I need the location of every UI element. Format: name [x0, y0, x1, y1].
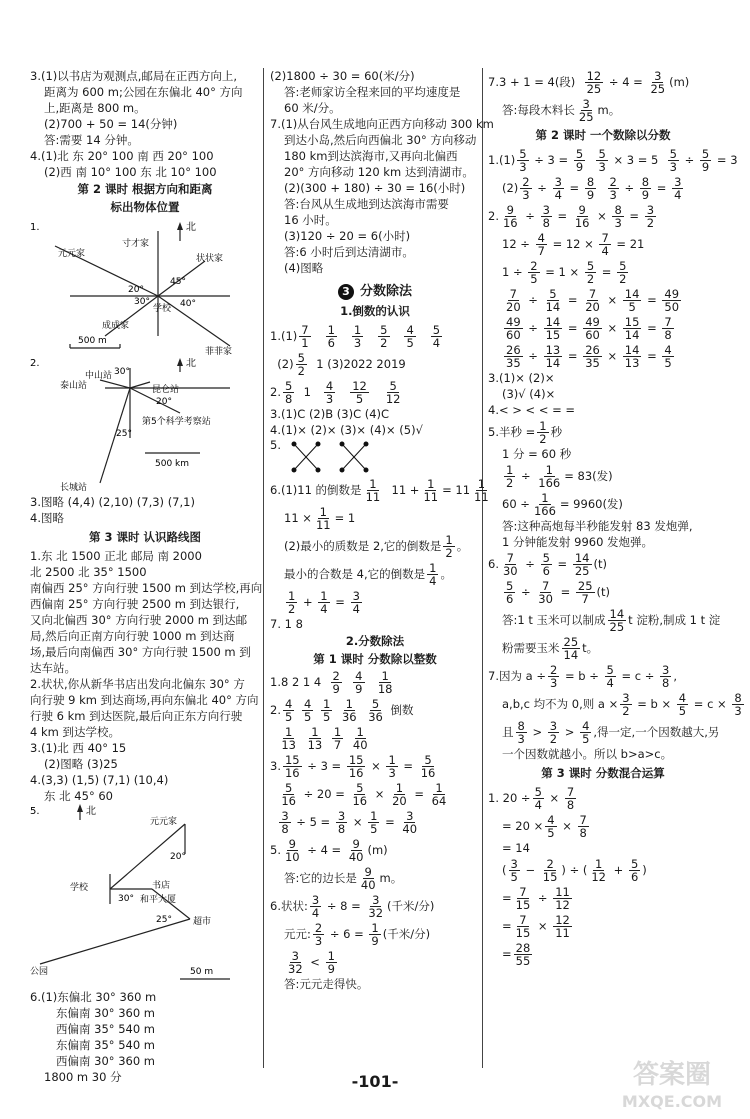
lesson-title: 标出物体位置 [110, 200, 180, 214]
changcheng-station-label: 长城站 [60, 483, 88, 493]
text-segment: = 20 × [502, 819, 544, 833]
text-segment: (2)最小的质数是 2,它的倒数是 [284, 539, 442, 553]
row-number: 2. [488, 209, 499, 223]
text-segment: 7.3 + 1 = 4(段) [488, 75, 576, 89]
watermark-url: MXQE.COM [621, 1092, 723, 1111]
text-line: (2)(300 + 180) ÷ 30 = 16(小时) [284, 181, 466, 195]
text-segment: 60 ÷ [502, 497, 530, 511]
math-row: 1. 20 ÷ $\frac{5}{4}$ × $\frac{7}{8}$ [488, 785, 575, 812]
text-line: (2)西 南 10° 100 东 北 10° 100 [44, 165, 217, 179]
angle-label: 20° [156, 397, 172, 407]
text-line: 1 分 = 60 秒 [502, 447, 572, 461]
math-row: $\frac{3}{8}$ ÷ 5 = $\frac{3}{8}$ × $\frac{1}{5}$ = $\frac{3}{40}$ [281, 809, 418, 836]
text-segment: 且 [502, 725, 514, 739]
text-segment: (千米/分) [387, 899, 435, 913]
text-line: 场,最后向南偏西 30° 方向行驶 1500 m 到 [30, 645, 251, 659]
chengcheng-home-label: 成成家 [102, 321, 130, 331]
math-row: (2) $\frac{2}{3}$ ÷ $\frac{3}{4}$ = $\frac{8}{9}$ $\frac{2}{3}$ ÷ $\frac{8}{9}$ = $\frac{3}{4}$ [502, 175, 682, 202]
text-line: 答:需要 14 分钟。 [44, 133, 139, 147]
school-label: 学校 [153, 304, 172, 314]
math-row: 5. $\frac{9}{10}$ ÷ 4 = $\frac{9}{40}$ (m) [270, 837, 388, 864]
text-line: 4 km 到达学校。 [30, 725, 120, 739]
text-line: 20° 方向移动 120 km 达到清湖市。 [284, 165, 474, 179]
text-segment: = 1 [334, 511, 356, 525]
text-line: 3.图略 (4,4) (2,10) (7,3) (7,1) [30, 495, 195, 509]
math-row: (2)最小的质数是 2,它的倒数是 $\frac{1}{2}$ 。 [284, 533, 469, 560]
text-line: (4)图略 [284, 261, 324, 275]
text-segment: = [502, 947, 512, 961]
math-row: 11 × $\frac{1}{11}$ = 1 [284, 505, 356, 532]
math-row: $\frac{26}{35}$ ÷ $\frac{13}{14}$ = $\frac{26}{35}$ × $\frac{14}{13}$ = $\frac{4}{5}$ [506, 343, 672, 370]
math-row: 最小的合数是 4,它的倒数是 $\frac{1}{4}$ 。 [284, 561, 452, 588]
math-row: $\frac{3}{32}$ < $\frac{1}{9}$ [288, 949, 335, 976]
diagram-5-svg [30, 804, 260, 989]
diagram-number: 1. [30, 222, 40, 233]
section-title: 1.倒数的认识 [340, 304, 410, 318]
zhongshan-station-label: 中山站 [85, 371, 113, 381]
math-row: 7.因为 a ÷ $\frac{2}{3}$ = b ÷ $\frac{5}{4}$ = c ÷ $\frac{3}{8}$ , [488, 663, 678, 690]
text-segment: = [502, 919, 512, 933]
taishan-station-label: 泰山站 [60, 381, 88, 391]
text-segment: (t) [593, 557, 607, 571]
matching-lines-svg [286, 438, 406, 476]
text-line: 1.东 北 1500 正北 邮局 南 2000 [30, 549, 202, 563]
text-segment: = 83(发) [564, 469, 613, 483]
zhuangzhuang-home-label: 状状家 [196, 254, 224, 264]
column-1 [30, 68, 263, 1085]
angle-label: 30° [114, 367, 130, 377]
math-row: $\frac{1}{2}$ ÷ $\frac{1}{166}$ = 83(发) [506, 463, 613, 490]
diagram-2-svg [30, 358, 260, 494]
text-line: 4.(3,3) (1,5) (7,1) (10,4) [30, 773, 169, 787]
math-row: $\frac{5}{16}$ ÷ 20 = $\frac{5}{16}$ × $\frac{1}{20}$ = $\frac{1}{64}$ [281, 781, 447, 808]
lesson-title: 第 2 课时 根据方向和距离 [77, 182, 213, 196]
text-line: 16 小时。 [284, 213, 337, 227]
angle-label: 25° [116, 429, 132, 439]
math-row: 5.半秒 = $\frac{1}{2}$ 秒 [488, 419, 563, 446]
angle-label: 30° [118, 894, 134, 904]
math-row: 7.3 + 1 = 4(段) $\frac{12}{25}$ ÷ 4 = $\frac{3}{25}$ (m) [488, 69, 690, 96]
text-line: 2.状状,你从新华书店出发向北偏东 30° 方 [30, 677, 245, 691]
text-segment: t 淀粉,制成 1 t 淀 [628, 613, 721, 627]
math-row: 且 $\frac{8}{3}$ > $\frac{3}{2}$ > $\frac{4}{5}$ ,得一定,一个因数越大,另 [502, 719, 720, 746]
kunlun-station-label: 昆仑站 [152, 385, 180, 395]
text-segment: 倒数 [390, 703, 414, 717]
watermark-text: 答案圈 [632, 1060, 712, 1090]
yuanyuan-home-label: 元元家 [58, 249, 86, 259]
math-row: = 20 × $\frac{4}{5}$ × $\frac{7}{8}$ [502, 813, 587, 840]
math-row: a,b,c 均不为 0,则 a × $\frac{3}{2}$ = b × $\frac{4}{5}$ = c × $\frac{8}{3}$ [502, 691, 742, 718]
lesson-title: 第 2 课时 一个数除以分数 [535, 128, 671, 142]
text-segment: 5.半秒 = [488, 425, 536, 439]
scale-label: 50 m [190, 967, 214, 977]
text-line: 达车站。 [30, 661, 76, 675]
direction-diagram-2 [30, 358, 260, 494]
math-row: (2) $\frac{5}{2}$ 1 (3)2022 2019 [270, 351, 406, 378]
text-segment: 6.(1)11 的倒数是 [270, 483, 362, 497]
scale-label: 500 km [155, 459, 190, 469]
row-number: 5. [270, 438, 281, 452]
math-row: 12 ÷ $\frac{4}{7}$ = 12 × $\frac{7}{4}$ = 21 [502, 231, 645, 258]
diagram-1-svg [30, 216, 260, 358]
north-label: 北 [86, 806, 96, 817]
text-line: 一个因数就越小。所以 b>a>c。 [502, 747, 673, 761]
text-line: 东 北 45° 60 [44, 789, 113, 803]
column-divider [263, 68, 264, 1068]
math-row: 2. $\frac{9}{16}$ ÷ $\frac{3}{8}$ = $\frac{9}{16}$ × $\frac{8}{3}$ = $\frac{3}{2}$ [488, 203, 655, 230]
text-line: 180 km到达滨海市,又再向北偏西 [284, 149, 458, 163]
text-segment: 1.8 2 1 4 [270, 675, 322, 689]
math-row: 60 ÷ $\frac{1}{166}$ = 9960(发) [502, 491, 623, 518]
math-row: 粉需要玉米 $\frac{25}{14}$ t。 [502, 635, 599, 662]
math-row: 2. $\frac{4}{5}$ $\frac{4}{5}$ $\frac{1}{5}$ $\frac{1}{36}$ $\frac{5}{36}$ 倒数 [270, 697, 414, 724]
route-diagram-5 [30, 804, 260, 989]
text-line: 1800 m 30 分 [44, 1070, 122, 1084]
text-line: 答:这种高炮每半秒能发射 83 发炮弹, [502, 519, 693, 533]
direction-diagram-1 [30, 216, 260, 358]
text-segment: 6.状状: [270, 899, 308, 913]
north-label: 北 [186, 358, 196, 369]
page-number: -101- [351, 1072, 399, 1091]
diagram-number: 2. [30, 358, 40, 369]
text-segment: 答:每段木料长 [502, 103, 575, 117]
text-line: (2)700 + 50 = 14(分钟) [44, 117, 178, 131]
diagram-number: 5. [30, 806, 40, 817]
text-segment: 最小的合数是 4,它的倒数是 [284, 567, 426, 581]
supermarket-label: 超市 [193, 917, 212, 927]
angle-label: 20° [170, 852, 186, 862]
north-label: 北 [186, 222, 196, 233]
bookstore-label: 书店 [152, 881, 171, 891]
angle-label: 20° [128, 285, 144, 295]
text-line: 行驶 6 km 到达医院,最后向正东方向行驶 [30, 709, 243, 723]
column-divider [482, 68, 483, 1068]
math-row: $\frac{49}{60}$ ÷ $\frac{14}{15}$ = $\frac{49}{60}$ × $\frac{15}{14}$ = $\frac{7}{8}$ [506, 315, 672, 342]
text-segment: (千米/分) [382, 927, 431, 941]
text-segment: 1. 20 ÷ [488, 791, 531, 805]
text-line: (3)120 ÷ 20 = 6(小时) [284, 229, 411, 243]
text-line: 答:6 小时后到达清湖市。 [284, 245, 414, 259]
text-segment: 11 + [391, 483, 420, 497]
text-line: 西偏南 30° 360 m [56, 1054, 156, 1068]
lesson-title: 第 3 课时 认识路线图 [88, 530, 201, 544]
text-segment: (m) [669, 75, 690, 89]
text-line: 西偏南 35° 540 m [56, 1022, 156, 1036]
angle-label: 30° [134, 297, 150, 307]
text-line: 答:老师家访全程来回的平均速度是 [284, 85, 461, 99]
text-segment: 答:1 t 玉米可以制成 [502, 613, 606, 627]
text-segment: = 9960(发) [559, 497, 623, 511]
text-line: 又向北偏西 30° 方向行驶 2000 m 到达邮 [30, 613, 248, 627]
text-line: 7.(1)从台风生成地向正西方向移动 300 km [270, 117, 494, 131]
text-segment: = 11 [442, 483, 471, 497]
park-label: 公园 [30, 967, 49, 977]
text-segment: ,得一定,一个因数越大,另 [593, 725, 720, 739]
text-line: 南偏西 25° 方向行驶 1500 m 到达学校,再向 [30, 581, 263, 595]
text-line: 东偏南 35° 540 m [56, 1038, 156, 1052]
text-line: 局,然后向正南方向行驶 1000 m 到达商 [30, 629, 235, 643]
math-row: ( $\frac{3}{5}$ − $\frac{2}{15}$ ) ÷ ( $\frac{1}{12}$ + $\frac{5}{6}$ ) [502, 857, 647, 884]
math-row: 6.(1)11 的倒数是 $\frac{1}{11}$ 11 + $\frac{1}{11}$ = 11 $\frac{1}{11}$ [270, 477, 489, 504]
row-number: 6. [488, 557, 499, 571]
text-line: 答:元元走得快。 [284, 977, 369, 991]
math-row: = $\frac{7}{15}$ ÷ $\frac{11}{12}$ [502, 885, 570, 912]
row-number: 2. [270, 385, 281, 399]
text-line: 3.(1)以书店为观测点,邮局在正西方向上, [30, 69, 238, 83]
math-row: $\frac{1}{2}$ + $\frac{1}{4}$ = $\frac{3}{4}$ [288, 589, 360, 616]
math-row: $\frac{7}{20}$ ÷ $\frac{5}{14}$ = $\frac{7}{20}$ × $\frac{14}{5}$ = $\frac{49}{50}$ [506, 287, 680, 314]
text-segment: 11 × [284, 511, 312, 525]
math-row: 答:1 t 玉米可以制成 $\frac{14}{25}$ t 淀粉,制成 1 t 淀 [502, 607, 721, 634]
unit-title-text: 分数除法 [359, 284, 412, 299]
text-line: 东偏南 30° 360 m [56, 1006, 156, 1020]
text-line: 向行驶 9 km 到达商场,再向东偏北 40° 方向 [30, 693, 259, 707]
column-2 [270, 68, 494, 992]
text-line: (3)√ (4)× [502, 387, 556, 401]
school-label: 学校 [70, 883, 89, 893]
text-line: 60 米/分。 [284, 101, 341, 115]
angle-label: 40° [180, 299, 196, 309]
text-line: 4.图略 [30, 511, 64, 525]
math-row: 元元: $\frac{2}{3}$ ÷ 6 = $\frac{1}{9}$ (千米/分) [284, 921, 431, 948]
text-line: 西偏南 25° 方向行驶 2500 m 到达银行, [30, 597, 240, 611]
text-segment: m。 [597, 103, 621, 117]
text-segment: 秒 [550, 425, 563, 439]
text-segment: m。 [379, 871, 403, 885]
math-row: 6. $\frac{7}{30}$ ÷ $\frac{5}{6}$ = $\frac{14}{25}$ (t) [488, 551, 607, 578]
text-line: 3.(1)C (2)B (3)C (4)C [270, 407, 390, 421]
text-line: 北 2500 北 35° 1500 [30, 565, 147, 579]
text-segment: 7.因为 a ÷ [488, 669, 546, 683]
text-line: 3.(1)北 西 40° 15 [30, 741, 127, 755]
text-line: 6.(1)东偏北 30° 360 m [30, 990, 157, 1004]
math-row: 2. $\frac{5}{8}$ 1 $\frac{4}{3}$ $\frac{12}{5}$ $\frac{5}{12}$ [270, 379, 401, 406]
math-row: 1.(1) $\frac{5}{3}$ ÷ 3 = $\frac{5}{9}$ $\frac{5}{3}$ × 3 = 5 $\frac{5}{3}$ ÷ $\frac{5}{9}$ = 3 [488, 147, 738, 174]
unit-title [270, 280, 480, 300]
text-segment: = [502, 891, 512, 905]
text-segment: 粉需要玉米 [502, 641, 560, 655]
row-number: 1. [270, 329, 281, 343]
text-line: 1 分钟能发射 9960 发炮弹。 [502, 535, 654, 549]
math-row: = $\frac{28}{55}$ [502, 941, 531, 968]
text-line: 4.< > < < = = [488, 403, 576, 417]
math-row: 答:它的边长是 $\frac{9}{40}$ m。 [284, 865, 403, 892]
text-line: 3.(1)× (2)× [488, 371, 555, 385]
text-line: = 14 [502, 841, 530, 855]
math-row: 1 ÷ $\frac{2}{5}$ = 1 × $\frac{5}{2}$ = $\frac{5}{2}$ [502, 259, 627, 286]
section-title: 2.分数除法 [345, 634, 405, 648]
text-segment: (2) [502, 181, 519, 195]
text-line: 4.(1)× (2)× (3)× (4)× (5)√ [270, 423, 423, 437]
row-number: 2. [270, 703, 281, 717]
matching-figure [270, 438, 480, 476]
cuicai-home-label: 寸才家 [122, 239, 150, 249]
lesson-title: 第 3 课时 分数混合运算 [541, 766, 665, 780]
yuanyuan-home-label: 元元家 [150, 817, 178, 827]
station-5-label: 第5个科学考察站 [142, 417, 211, 427]
text-segment: 元元: [284, 927, 311, 941]
feifei-home-label: 菲菲家 [205, 347, 233, 357]
text-line: 到达小岛,然后向西偏北 30° 方向移动 [284, 133, 477, 147]
text-line: 4.(1)北 东 20° 100 南 西 20° 100 [30, 149, 214, 163]
row-tail: 1 (3)2022 2019 [316, 357, 406, 371]
lesson-title: 第 1 课时 分数除以整数 [313, 652, 437, 666]
row-number: 1. [488, 153, 499, 167]
math-row: = $\frac{7}{15}$ × $\frac{12}{11}$ [502, 913, 570, 940]
row-number: 5. [270, 843, 281, 857]
angle-label: 25° [156, 915, 172, 925]
text-line: 上,距离是 800 m。 [44, 101, 146, 115]
angle-label: 45° [170, 277, 186, 287]
math-row: $\frac{1}{13}$ $\frac{1}{13}$ $\frac{1}{7}$ $\frac{1}{40}$ [281, 725, 368, 752]
math-row: 3. $\frac{15}{16}$ ÷ 3 = $\frac{15}{16}$ × $\frac{1}{3}$ = $\frac{5}{16}$ [270, 753, 436, 780]
text-line: 7. 1 8 [270, 617, 303, 631]
math-row: 答:每段木料长 $\frac{3}{25}$ m。 [502, 97, 621, 124]
text-segment: 答:它的边长是 [284, 871, 357, 885]
column-3 [488, 68, 742, 968]
text-line: (2)图略 (3)25 [44, 757, 118, 771]
text-segment: a,b,c 均不为 0,则 a × [502, 697, 619, 711]
math-row: 6.状状: $\frac{3}{4}$ ÷ 8 = $\frac{3}{32}$ (千米/分) [270, 893, 435, 920]
math-row: 1.8 2 1 4 $\frac{2}{9}$ $\frac{4}{9}$ $\frac{1}{18}$ [270, 669, 393, 696]
text-line: 距离为 600 m;公园在东偏北 40° 方向 [44, 85, 243, 99]
text-segment: t。 [582, 641, 599, 655]
text-line: 答:台风从生成地到达滨海市需要 [284, 197, 449, 211]
unit-number-badge: 3 [338, 284, 354, 300]
math-row: $\frac{5}{6}$ ÷ $\frac{7}{30}$ = $\frac{25}{7}$ (t) [506, 579, 610, 606]
row-number: 3. [270, 759, 281, 773]
watermark-logo [602, 1053, 742, 1113]
scale-label: 500 m [78, 336, 107, 346]
math-row: 1.(1) $\frac{7}{1}$ $\frac{1}{6}$ $\frac{1}{3}$ $\frac{5}{2}$ $\frac{4}{5}$ $\frac{5}{4}$ [270, 323, 441, 350]
building-label: 和平大厦 [140, 895, 177, 905]
text-line: (2)1800 ÷ 30 = 60(米/分) [270, 69, 415, 83]
